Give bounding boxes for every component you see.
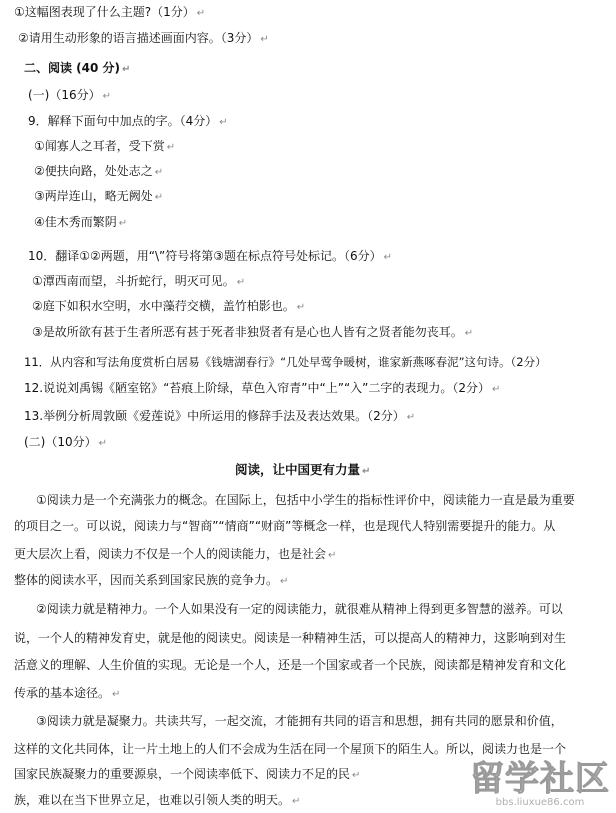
article-paragraph-1-line-1: ①阅读力是一个充满张力的概念。在国际上，包括中小学生的指标性评价中，阅读能力一直是最为重要 [36,493,575,507]
question-13: 13.举例分析周敦颐《爱莲说》中所运用的修辞手法及表达效果。（2分） ↵ [24,409,416,423]
article-paragraph-1-line-3: 更大层次上看，阅读力不仅是一个人的阅读能力，也是社会 ↵ [14,547,337,561]
site-watermark [470,761,610,809]
article-paragraph-3-line-3: 国家民族凝聚力的重要源泉，一个阅读率低下、阅读力不足的民 ↵ [14,767,361,781]
question-1: ①这幅图表现了什么主题?（1分） ↵ [14,5,206,19]
question-10-item-3: ③是故所欲有甚于生者所恶有甚于死者非独贤者有是心也人皆有之贤者能勿丧耳。 ↵ [32,325,474,339]
question-10-item-2: ②庭下如积水空明，水中藻荇交横，盖竹柏影也。 ↵ [32,299,306,313]
question-10: 10．翻译①②两题，用“\”符号将第③题在标点符号处标记。（6分） ↵ [28,249,393,263]
watermark-url: bbs.liuxue86.com [495,797,585,808]
article-paragraph-2-line-3: 活意义的理解、人生价值的实现。无论是一个人，还是一个国家或者一个民族，阅读都是精神发育和文化 [14,658,567,672]
question-10-item-1: ①潭西南而望，斗折蛇行，明灭可见。 ↵ [32,274,246,288]
article-paragraph-2-line-4: 传承的基本途径。 ↵ [14,686,121,700]
part-two-heading: (二)（10分） ↵ [24,435,108,449]
article-paragraph-3-line-1: ③阅读力就是凝聚力。共读共写，一起交流，才能拥有共同的语言和思想，拥有共同的愿景和价值， [36,714,563,728]
article-paragraph-3-line-2: 这样的文化共同体，让一片土地上的人们不会成为生活在同一个屋顶下的陌生人。所以，阅读力也是一个 [14,742,567,756]
article-paragraph-1-line-2: 的项目之一。可以说，阅读力与“智商”“情商”“财商”等概念一样，也是现代人特别需要提升的能力。从 [14,519,556,533]
question-9-item-3: ③两岸连山，略无阙处 ↵ [34,189,164,203]
question-12: 12.说说刘禹锡《陋室铭》“苔痕上阶绿，草色入帘青”中“上”“入”二字的表现力。（2分） ↵ [24,381,501,395]
article-paragraph-2-line-1: ②阅读力就是精神力。一个人如果没有一定的阅读能力，就很难从精神上得到更多智慧的滋养。可以 [36,602,563,616]
question-9-item-2: ②便扶向路，处处志之 ↵ [34,164,164,178]
article-paragraph-3-line-4: 族，难以在当下世界立足，也难以引领人类的明天。 ↵ [14,793,301,807]
article-paragraph-2-line-2: 说，一个人的精神发育史，就是他的阅读史。阅读是一种精神生活，可以提高人的精神力，这影响到对生 [14,631,567,645]
article-title: 阅读，让中国更有力量 ↵ [235,462,371,477]
part-one-heading: (一)（16分） ↵ [28,88,112,102]
question-9: 9．解释下面句中加点的字。（4分） ↵ [28,114,228,128]
section-heading-reading: 二、阅读 (40 分) ↵ [24,61,131,75]
article-paragraph-1-line-4: 整体的阅读水平，因而关系到国家民族的竞争力。 ↵ [14,573,289,587]
question-11: 11．从内容和写法角度赏析白居易《钱塘湖春行》“几处早莺争暖树，谁家新燕啄春泥”这句诗。（2分） [24,355,547,369]
question-2: ②请用生动形象的语言描述画面内容。（3分） ↵ [18,31,269,45]
question-9-item-1: ①闻寡人之耳者，受下赏 ↵ [34,139,176,153]
question-9-item-4: ④佳木秀而繁阴 ↵ [34,215,128,229]
watermark-logo-text: 留学社区 [470,759,610,799]
